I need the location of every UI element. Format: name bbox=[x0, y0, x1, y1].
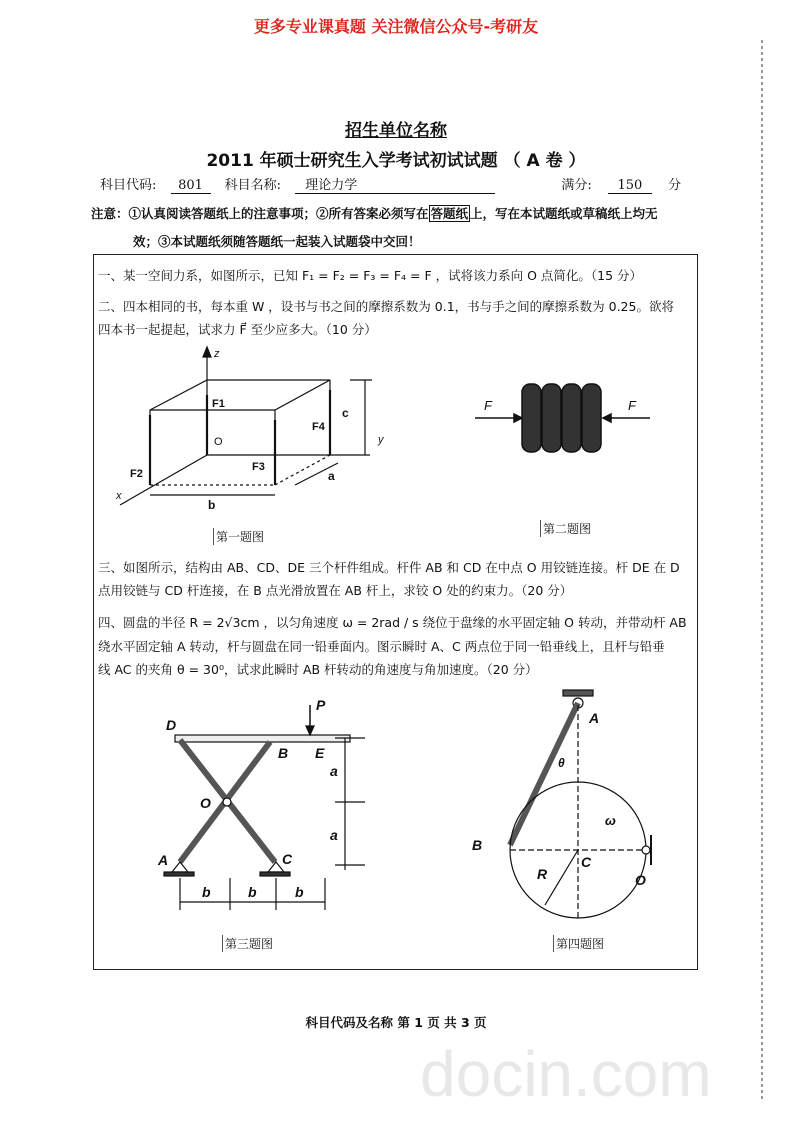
question-3-line-1: 三、如图所示，结构由 AB、CD、DE 三个杆件组成。杆件 AB 和 CD 在中点 O 用铰链连接。杆 DE 在 D bbox=[98, 560, 680, 575]
page-footer: 科目代码及名称 第 1 页 共 3 页 bbox=[305, 1015, 487, 1030]
fig4-label: A bbox=[589, 710, 600, 726]
fig3-label: A bbox=[158, 852, 169, 868]
institution-title: 招生单位名称 bbox=[345, 121, 447, 141]
fig3-label: b bbox=[202, 884, 211, 900]
fig1-label: F1 bbox=[212, 398, 225, 410]
fig3-label: E bbox=[315, 745, 325, 761]
fig4-label: ω bbox=[605, 813, 616, 828]
fig3-label: a bbox=[330, 827, 338, 843]
fig3-label: O bbox=[200, 795, 211, 811]
question-4-line-2: 绕水平固定轴 A 转动，杆与圆盘在同一铅垂面内。图示瞬时 A、C 两点位于同一铅垂线上，且杆与铅垂 bbox=[98, 639, 665, 654]
fig3-label: a bbox=[330, 763, 338, 779]
fig2-label: F bbox=[484, 398, 492, 413]
fig3-label: D bbox=[166, 717, 177, 733]
fig3-label: B bbox=[278, 745, 289, 761]
full-score: 150 bbox=[608, 178, 652, 194]
fig3-label: P bbox=[316, 697, 326, 713]
fig2-label: F bbox=[628, 398, 636, 413]
fig3-label: C bbox=[282, 851, 293, 867]
fig1-label: y bbox=[378, 434, 384, 446]
fig1-label: x bbox=[116, 490, 122, 502]
fig1-label: F2 bbox=[130, 468, 143, 480]
fig4-label: C bbox=[581, 854, 592, 870]
score-label: 满分: bbox=[561, 178, 592, 193]
notice-line-1 bbox=[91, 204, 658, 222]
code-label: 科目代码: bbox=[100, 178, 157, 193]
fig3-label: b bbox=[295, 884, 304, 900]
question-2-line-2: 四本书一起提起，试求力 F⃗ 至少应多大。（10 分） bbox=[98, 322, 377, 337]
subject-code: 801 bbox=[171, 178, 211, 194]
fig4-label: θ bbox=[558, 756, 565, 770]
watermark: docin.com bbox=[420, 1038, 712, 1110]
figure-1-caption: 第一题图 bbox=[213, 528, 264, 545]
fig4-label: B bbox=[472, 837, 483, 853]
notice-text: 注意：①认真阅读答题纸上的注意事项；②所有答案必须写在 bbox=[91, 206, 429, 221]
fig1-label: z bbox=[214, 348, 220, 360]
question-1: 一、某一空间力系，如图所示，已知 F₁ = F₂ = F₃ = F₄ = F ，试将该力系向 O 点简化。（15 分） bbox=[98, 268, 643, 283]
subject-name: 理论力学 bbox=[295, 174, 495, 194]
fig1-label: O bbox=[214, 436, 223, 448]
fig4-label: R bbox=[537, 866, 548, 882]
figure-2-caption: 第二题图 bbox=[540, 520, 591, 537]
figure-4-caption: 第四题图 bbox=[553, 935, 604, 952]
question-3-line-2: 点用铰链与 CD 杆连接，在 B 点光滑放置在 AB 杆上，求铰 O 处的约束力。（20 分） bbox=[98, 583, 573, 598]
scan-edge bbox=[761, 40, 763, 1100]
figure-1-diagram bbox=[110, 345, 410, 520]
notice-line-2: 效；③本试题纸须随答题纸一起装入试题袋中交回！ bbox=[133, 234, 421, 249]
score-unit: 分 bbox=[668, 178, 682, 193]
name-label: 科目名称: bbox=[224, 178, 282, 193]
fig4-label: O bbox=[635, 872, 646, 888]
question-2-line-1: 二、四本相同的书，每本重 W ，设书与书之间的摩擦系数为 0.1，书与手之间的摩擦系数为 0.25。欲将 bbox=[98, 299, 674, 314]
fig1-label: c bbox=[342, 406, 349, 420]
figure-3-caption: 第三题图 bbox=[222, 935, 273, 952]
fig1-label: F3 bbox=[252, 461, 265, 473]
fig1-label: a bbox=[328, 469, 335, 483]
subject-line bbox=[100, 174, 681, 194]
notice-text: 上，写在本试题纸或草稿纸上均无 bbox=[470, 206, 658, 221]
figure-2-diagram bbox=[470, 380, 660, 460]
fig1-label: b bbox=[208, 498, 216, 512]
question-4-line-1: 四、圆盘的半径 R = 2√3cm ，以匀角速度 ω = 2rad / s 绕位于盘缘的水平固定轴 O 转动，并带动杆 AB bbox=[98, 615, 687, 630]
exam-title: 2011 年硕士研究生入学考试初试试题 （ A 卷 ） bbox=[206, 151, 586, 171]
fig1-label: F4 bbox=[312, 421, 325, 433]
question-4-line-3: 线 AC 的夹角 θ = 30⁰，试求此瞬时 AB 杆转动的角速度与角加速度。（20 分） bbox=[98, 662, 538, 677]
fig3-label: b bbox=[248, 884, 257, 900]
figure-3-diagram bbox=[150, 690, 370, 920]
figure-4-diagram bbox=[465, 685, 680, 925]
promo-banner: 更多专业课真题 关注微信公众号-考研友 bbox=[253, 17, 539, 36]
notice-boxed: 答题纸 bbox=[430, 206, 469, 221]
